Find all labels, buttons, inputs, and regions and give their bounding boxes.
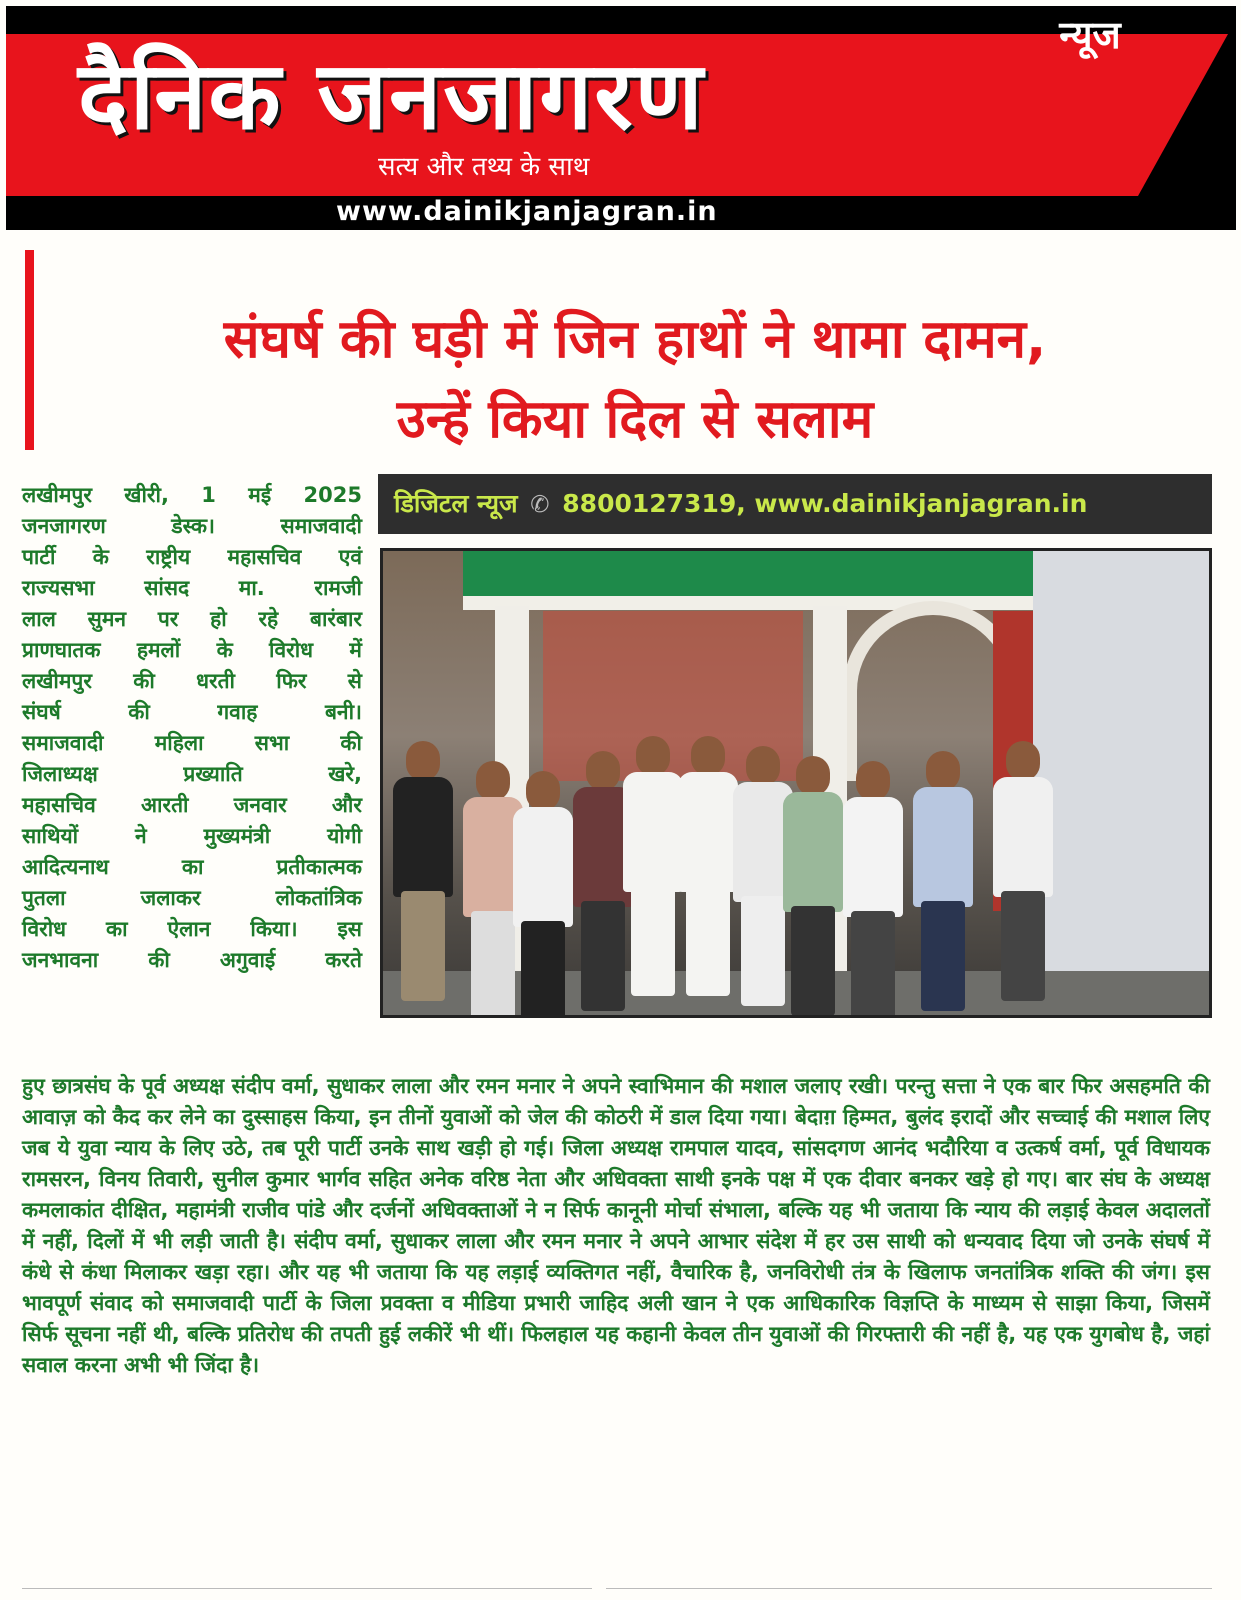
lead-line: समाजवादी महिला सभा की (22, 731, 362, 755)
photo-crowd (383, 701, 1212, 1018)
lead-line: आदित्यनाथ का प्रतीकात्मक (22, 855, 362, 879)
article-lead-column (22, 480, 362, 976)
lead-line: जनजागरण डेस्क। समाजवादी (22, 514, 362, 538)
lead-line: लखीमपुर की धरती फिर से (22, 669, 362, 693)
banner-contact: 8800127319, www.dainikjanjagran.in (562, 489, 1088, 518)
headline-line-2: उन्हें किया दिल से सलाम (396, 389, 874, 450)
lead-line: महासचिव आरती जनवार और (22, 793, 362, 817)
masthead-tagline: सत्य और तथ्य के साथ (378, 152, 590, 182)
headline (40, 300, 1230, 460)
lead-line: लखीमपुर खीरी, 1 मई 2025 (22, 483, 362, 507)
lead-line: विरोध का ऐलान किया। इस (22, 917, 362, 941)
lead-line: लाल सुमन पर हो रहे बारंबार (22, 607, 362, 631)
bottom-divider (22, 1588, 592, 1589)
lead-line: पार्टी के राष्ट्रीय महासचिव एवं (22, 545, 362, 569)
lead-line: संघर्ष की गवाह बनी। (22, 700, 362, 724)
headline-line-1: संघर्ष की घड़ी में जिन हाथों ने थामा दामन, (223, 309, 1047, 370)
masthead-url: www.dainikjanjagran.in (336, 196, 718, 227)
article-body: हुए छात्रसंघ के पूर्व अध्यक्ष संदीप वर्मा, सुधाकर लाला और रमन मनार ने अपने स्वाभिमान की मशाल जलाए रखी। परन्तु सत्ता ने एक बार फिर असहमति की आवाज़ को कैद कर लेने का दुस्साहस किया, इन तीनों युवाओं को जेल की कोठरी में डाल दिया गया। बेदाग़ हिम्मत, बुलंद इरादों और सच्चाई की मशाल लिए जब ये युवा न्याय के लिए उठे, तब पूरी पार्टी उनके साथ खड़ी हो गई। जिला अध्यक्ष रामपाल यादव, सांसदगण आनंद भदौरिया व उत्कर्ष वर्मा, पूर्व विधायक रामसरन, विनय तिवारी, सुनील कुमार भार्गव सहित अनेक वरिष्ठ नेता और अधिवक्ता साथी इनके पक्ष में एक दीवार बनकर खड़े हो गए। बार संघ के अध्यक्ष कमलाकांत दीक्षित, महामंत्री राजीव पांडे और दर्जनों अधिवक्ताओं ने न सिर्फ कानूनी मोर्चा संभाला, बल्कि यह भी जताया कि न्याय की लड़ाई केवल अदालतों में नहीं, दिलों में भी लड़ी जाती है। संदीप वर्मा, सुधाकर लाला और रमन मनार ने अपने आभार संदेश में हर उस साथी को धन्यवाद दिया जो उनके संघर्ष में कंधे से कंधा मिलाकर खड़ा रहा। और यह भी जताया कि यह लड़ाई व्यक्तिगत नहीं, वैचारिक है, जनविरोधी तंत्र के खिलाफ जनतांत्रिक शक्ति की जंग। इस भावपूर्ण संवाद को समाजवादी पार्टी के जिला प्रवक्ता व मीडिया प्रभारी जाहिद अली खान ने एक आधिकारिक विज्ञप्ति के माध्यम से साझा किया, जिसमें सिर्फ सूचना नहीं थी, बल्कि प्रतिरोध की तपती हुई लकीरें भी थीं। फिलहाल यह कहानी केवल तीन युवाओं की गिरफ्तारी की नहीं है, यह एक युगबोध है, जहां सवाल करना अभी भी जिंदा है। (22, 1074, 1210, 1377)
banner-label: डिजिटल न्यूज (394, 489, 518, 518)
bottom-divider (606, 1588, 1212, 1589)
masthead-news-label: न्यूज (1059, 13, 1121, 57)
phone-icon: ✆ (530, 492, 550, 518)
masthead (6, 6, 1236, 230)
headline-accent-bar (25, 250, 34, 450)
lead-line: प्राणघातक हमलों के विरोध में (22, 638, 362, 662)
lead-line: जनभावना की अगुवाई करते (22, 948, 362, 972)
photo-roof-band (463, 596, 1063, 610)
lead-line: पुतला जलाकर लोकतांत्रिक (22, 886, 362, 910)
photo-roof (463, 551, 1063, 596)
lead-line: राज्यसभा सांसद मा. रामजी (22, 576, 362, 600)
group-photo-icon (380, 548, 1212, 1018)
lead-line: जिलाध्यक्ष प्रख्याति खरे, (22, 762, 362, 786)
masthead-title: दैनिक जनजागरण (78, 42, 705, 151)
lead-line: साथियों ने मुख्यमंत्री योगी (22, 824, 362, 848)
digital-news-banner (378, 474, 1212, 534)
